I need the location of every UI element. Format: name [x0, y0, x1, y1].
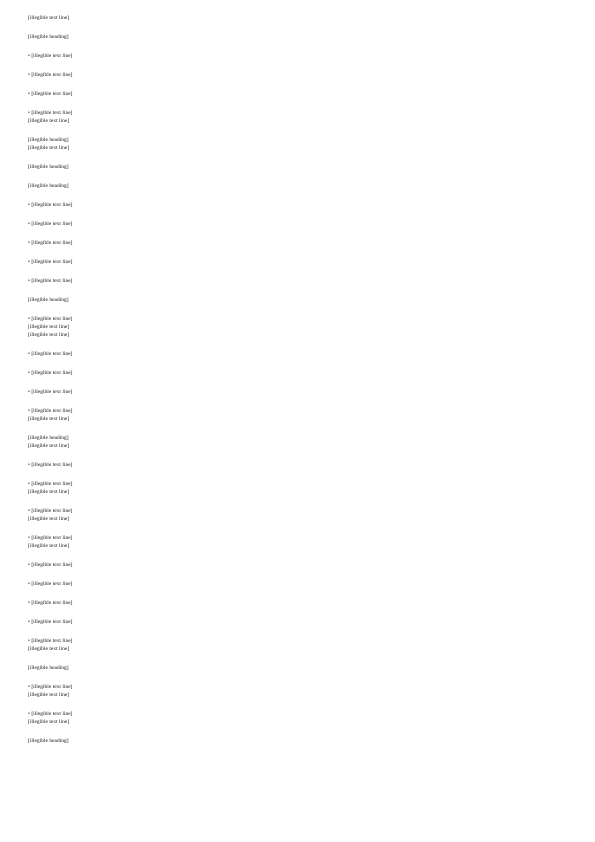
text-line: • [illegible text line]: [28, 370, 73, 376]
text-line: • [illegible text line]: [28, 638, 73, 644]
section-heading: [28, 33, 562, 41]
text-line: • [illegible text line]: [28, 316, 73, 322]
text-line: • [illegible text line]: [28, 278, 73, 284]
section-heading: [28, 434, 562, 450]
text-paragraph: [28, 14, 562, 22]
section-heading: [28, 737, 562, 745]
text-line: • [illegible text line]: [28, 221, 73, 227]
text-line: • [illegible text line]: [28, 110, 73, 116]
text-line: [illegible heading]: [28, 738, 69, 744]
text-line: • [illegible text line]: [28, 508, 73, 514]
bullet-item: [28, 534, 562, 550]
section-heading: [28, 182, 562, 190]
bullet-item: [28, 683, 562, 699]
bullet-item: [28, 109, 562, 125]
text-line: • [illegible text line]: [28, 202, 73, 208]
text-line: [illegible heading]: [28, 164, 69, 170]
text-line: • [illegible text line]: [28, 711, 73, 717]
bullet-item: [28, 258, 562, 266]
section-heading: [28, 296, 562, 304]
text-line: • [illegible text line]: [28, 53, 73, 59]
text-line: [illegible text line]: [28, 692, 70, 698]
bullet-item: [28, 71, 562, 79]
text-line: • [illegible text line]: [28, 600, 73, 606]
text-line: • [illegible text line]: [28, 259, 73, 265]
text-line: • [illegible text line]: [28, 581, 73, 587]
bullet-item: [28, 201, 562, 209]
text-line: [illegible text line]: [28, 118, 70, 124]
bullet-item: [28, 350, 562, 358]
text-line: • [illegible text line]: [28, 562, 73, 568]
text-line: • [illegible text line]: [28, 240, 73, 246]
text-line: • [illegible text line]: [28, 462, 73, 468]
section-heading: [28, 163, 562, 171]
text-line: [illegible text line]: [28, 543, 70, 549]
text-line: • [illegible text line]: [28, 535, 73, 541]
text-line: [illegible heading]: [28, 435, 69, 441]
text-line: • [illegible text line]: [28, 351, 73, 357]
text-line: [illegible text line]: [28, 15, 70, 21]
section-heading: [28, 136, 562, 152]
bullet-item: [28, 369, 562, 377]
text-line: [illegible text line]: [28, 516, 70, 522]
text-line: [illegible text line]: [28, 145, 70, 151]
bullet-item: [28, 220, 562, 228]
text-line: • [illegible text line]: [28, 481, 73, 487]
bullet-item: [28, 315, 562, 339]
text-line: [illegible text line]: [28, 489, 70, 495]
text-line: • [illegible text line]: [28, 408, 73, 414]
bullet-item: [28, 637, 562, 653]
text-line: [illegible heading]: [28, 34, 69, 40]
bullet-item: [28, 407, 562, 423]
text-line: • [illegible text line]: [28, 91, 73, 97]
bullet-item: [28, 599, 562, 607]
text-line: • [illegible text line]: [28, 72, 73, 78]
bullet-item: [28, 580, 562, 588]
bullet-item: [28, 52, 562, 60]
bullet-item: [28, 277, 562, 285]
text-line: • [illegible text line]: [28, 684, 73, 690]
bullet-item: [28, 710, 562, 726]
bullet-item: [28, 90, 562, 98]
text-line: [illegible text line]: [28, 719, 70, 725]
bullet-item: [28, 480, 562, 496]
text-line: [illegible heading]: [28, 297, 69, 303]
text-line: [illegible text line]: [28, 332, 70, 338]
text-line: [illegible text line]: [28, 646, 70, 652]
bullet-item: [28, 388, 562, 396]
text-line: [illegible text line]: [28, 443, 70, 449]
text-line: [illegible heading]: [28, 665, 69, 671]
bullet-item: [28, 561, 562, 569]
bullet-item: [28, 618, 562, 626]
text-line: • [illegible text line]: [28, 619, 73, 625]
bullet-item: [28, 239, 562, 247]
document-page: [28, 14, 562, 756]
text-line: [illegible text line]: [28, 324, 70, 330]
text-line: [illegible heading]: [28, 183, 69, 189]
text-line: [illegible heading]: [28, 137, 69, 143]
text-line: [illegible text line]: [28, 416, 70, 422]
section-heading: [28, 664, 562, 672]
bullet-item: [28, 507, 562, 523]
bullet-item: [28, 461, 562, 469]
text-line: • [illegible text line]: [28, 389, 73, 395]
